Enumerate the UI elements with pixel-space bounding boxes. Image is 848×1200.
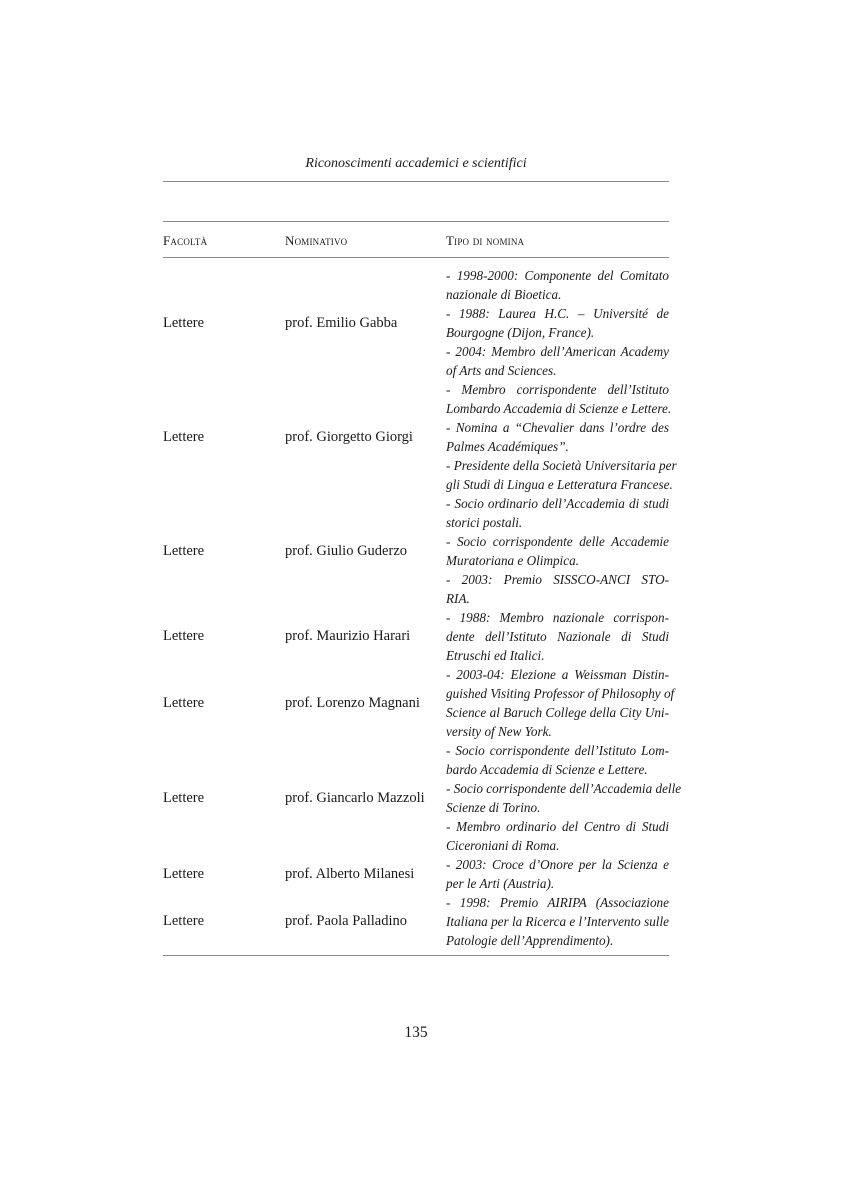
cell-tipo-di-nomina	[446, 608, 669, 665]
cell-tipo-di-nomina	[446, 380, 677, 494]
nomina-line: - 2003: Premio SISSCO-ANCI STO-	[446, 572, 669, 587]
nomina-line: - 2004: Membro dell’American Academy	[446, 344, 669, 359]
cell-tipo-di-nomina	[446, 266, 669, 380]
nomina-line: versity of New York.	[446, 724, 552, 739]
nomina-line: Ciceroniani di Roma.	[446, 838, 560, 853]
nomina-line: per le Arti (Austria).	[446, 876, 555, 891]
cell-facolta: Lettere	[163, 789, 205, 806]
column-header-tipo-di-nomina: Tipo di nomina	[446, 233, 525, 248]
nomina-line: nazionale di Bioetica.	[446, 287, 562, 302]
cell-nominativo: prof. Emilio Gabba	[285, 314, 398, 331]
cell-nominativo: prof. Giancarlo Mazzoli	[285, 789, 425, 806]
nomina-line: Etruschi ed Italici.	[446, 648, 545, 663]
cell-tipo-di-nomina	[446, 893, 669, 950]
table-body	[163, 266, 682, 950]
cell-tipo-di-nomina	[446, 494, 669, 608]
nomina-line: Science al Baruch College della City Uni-	[446, 705, 669, 720]
cell-tipo-di-nomina	[446, 855, 669, 893]
nomina-line: RIA.	[446, 591, 470, 606]
nomina-line: - Socio corrispondente delle Accademie	[446, 534, 669, 549]
cell-nominativo: prof. Giulio Guderzo	[285, 542, 408, 559]
table-row	[163, 494, 669, 608]
nomina-line: - Socio ordinario dell’Accademia di studi	[446, 496, 669, 511]
table-top-rule	[163, 221, 669, 222]
cell-facolta: Lettere	[163, 542, 205, 559]
table-row	[163, 380, 677, 494]
cell-facolta: Lettere	[163, 865, 205, 882]
table-row	[163, 266, 669, 380]
nomina-line: of Arts and Sciences.	[446, 363, 557, 378]
cell-facolta: Lettere	[163, 694, 205, 711]
nomina-line: - 2003: Croce d’Onore per la Scienza e	[446, 857, 669, 872]
cell-tipo-di-nomina	[446, 665, 675, 741]
nomina-line: - Nomina a “Chevalier dans l’ordre des	[446, 420, 669, 435]
nomina-line: Palmes Académiques”.	[446, 439, 569, 454]
nomina-line: storici postali.	[446, 515, 523, 530]
cell-facolta: Lettere	[163, 913, 205, 929]
cell-nominativo: prof. Maurizio Harari	[285, 628, 411, 644]
nomina-line: - Membro corrispondente dell’Istituto	[446, 382, 669, 397]
nomina-line: Bourgogne (Dijon, France).	[446, 325, 595, 340]
column-header-facolta: Facoltà	[163, 233, 208, 248]
nomina-line: Muratoriana e Olimpica.	[446, 553, 579, 568]
table-bottom-rule	[163, 955, 669, 956]
nomina-line: bardo Accademia di Scienze e Lettere.	[446, 762, 648, 777]
nomina-line: - 1988: Laurea H.C. – Université de	[446, 306, 669, 321]
page-number: 135	[404, 1024, 428, 1041]
cell-nominativo: prof. Paola Palladino	[285, 913, 408, 929]
nomina-line: dente dell’Istituto Nazionale di Studi	[446, 629, 669, 644]
cell-nominativo: prof. Alberto Milanesi	[285, 865, 415, 882]
table-header-rule	[163, 257, 669, 258]
nomina-line: - Membro ordinario del Centro di Studi	[446, 819, 669, 834]
nomina-line: Italiana per la Ricerca e l’Intervento sulle	[446, 914, 669, 929]
cell-nominativo: prof. Giorgetto Giorgi	[285, 428, 413, 445]
table-row	[163, 893, 669, 950]
nomina-line: - 1988: Membro nazionale corrispon-	[446, 610, 669, 625]
running-head-rule	[163, 181, 669, 182]
column-header-nominativo: Nominativo	[285, 233, 348, 248]
nomina-line: Patologie dell’Apprendimento).	[446, 933, 614, 948]
nomina-line: gli Studi di Lingua e Letteratura Francese.	[446, 477, 673, 492]
nomina-line: Lombardo Accademia di Scienze e Lettere.	[446, 401, 672, 416]
cell-facolta: Lettere	[163, 314, 205, 331]
table-row	[163, 665, 675, 741]
table-row	[163, 741, 682, 855]
nomina-line: guished Visiting Professor of Philosophy of	[446, 686, 675, 701]
table-row	[163, 608, 669, 665]
nomina-line: - 1998: Premio AIRIPA (Associazione	[446, 895, 669, 910]
cell-tipo-di-nomina	[446, 741, 682, 855]
nomina-line: - Socio corrispondente dell’Accademia delle	[446, 781, 682, 796]
cell-nominativo: prof. Lorenzo Magnani	[285, 694, 420, 711]
nomina-line: - Presidente della Società Universitaria per	[446, 458, 677, 473]
cell-facolta: Lettere	[163, 428, 205, 445]
table-row	[163, 855, 669, 893]
running-head: Riconoscimenti accademici e scientifici	[305, 156, 527, 171]
nomina-line: - Socio corrispondente dell’Istituto Lom-	[446, 743, 669, 758]
nomina-line: Scienze di Torino.	[446, 800, 541, 815]
cell-facolta: Lettere	[163, 628, 205, 644]
nomina-line: - 1998-2000: Componente del Comitato	[446, 268, 669, 283]
nomina-line: - 2003-04: Elezione a Weissman Distin-	[446, 667, 669, 682]
